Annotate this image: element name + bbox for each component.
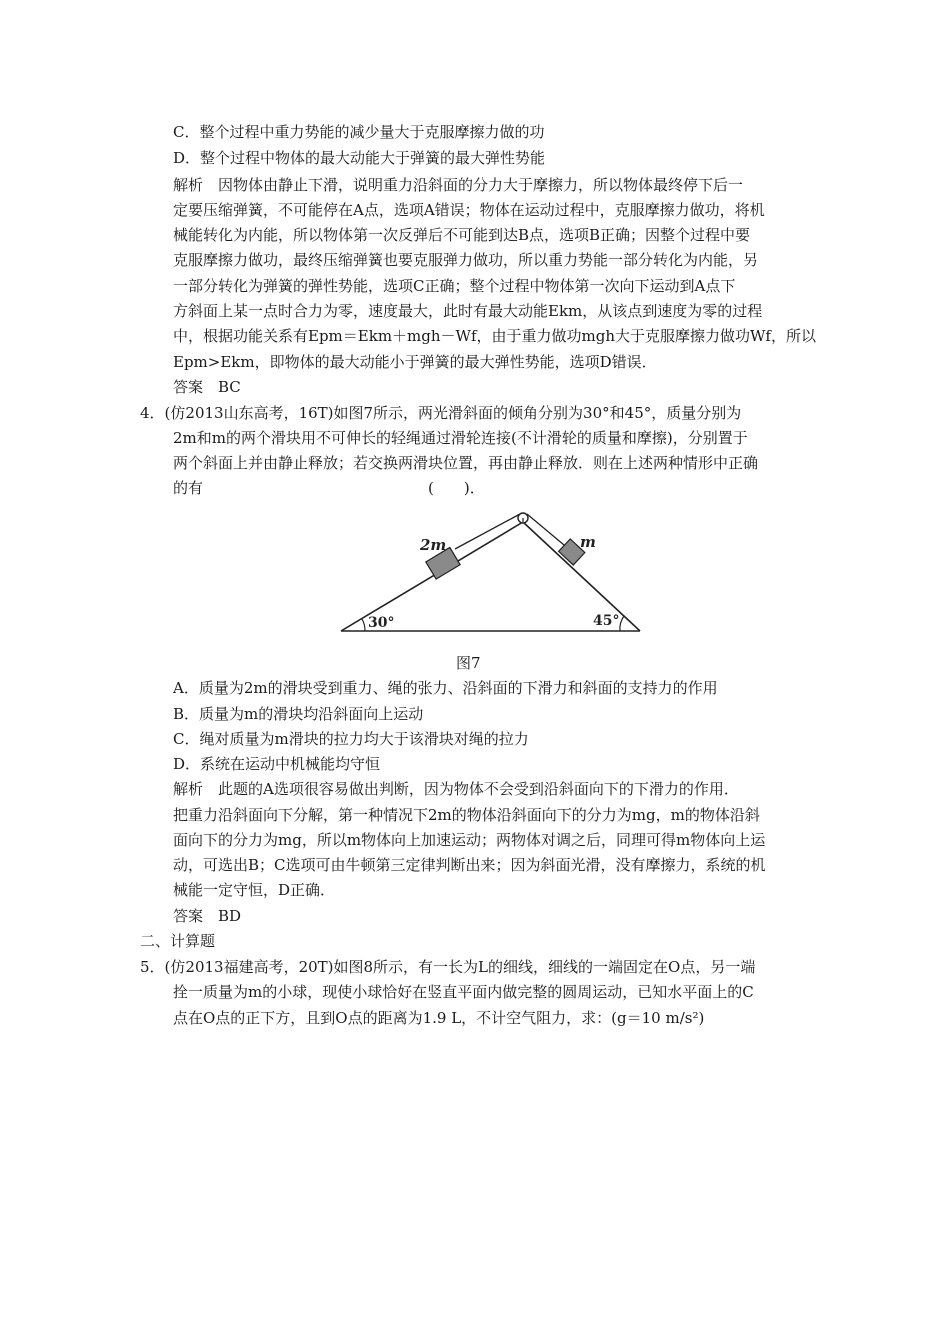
q3-analysis-line: 械能转化为内能，所以物体第一次反弹后不可能到达B点，选项B正确；因整个过程中要 <box>173 226 751 244</box>
q4-stem-line: 2m和m的两个滑块用不可伸长的轻绳通过滑轮连接(不计滑轮的质量和摩擦)，分别置于 <box>173 429 748 447</box>
q3-analysis-line: 方斜面上某一点时合力为零，速度最大，此时有最大动能Ekm，从该点到速度为零的过程 <box>173 302 763 320</box>
q4-analysis-line: 面向下的分力为mg，所以m物体向上加速运动；两物体对调之后，同理可得m物体向上运 <box>173 831 766 849</box>
q4-option-d: D．系统在运动中机械能均守恒 <box>173 755 381 773</box>
q3-answer: 答案 BC <box>173 378 241 396</box>
label-45deg: 45° <box>593 613 620 629</box>
q3-analysis-line: 中，根据功能关系有Epm＝Ekm＋mgh－Wf，由于重力做功mgh大于克服摩擦力做功Wf，所以 <box>173 327 816 345</box>
incline-figure <box>335 508 645 638</box>
q3-analysis-line: 解析 因物体由静止下滑，说明重力沿斜面的分力大于摩擦力，所以物体最终停下后一 <box>173 176 744 194</box>
q3-analysis-line: 定要压缩弹簧，不可能停在A点，选项A错误；物体在运动过程中，克服摩擦力做功，将机 <box>173 201 765 219</box>
figure-caption: 图7 <box>456 654 481 672</box>
q4-stem-line: 的有 ( )． <box>173 479 485 497</box>
section-heading: 二、计算题 <box>140 932 216 950</box>
q5-stem-line: 5．(仿2013福建高考，20T)如图8所示，有一长为L的细线，细线的一端固定在O点，另一端 <box>140 958 756 976</box>
label-2m: 2m <box>420 536 447 554</box>
q4-stem-line: 4．(仿2013山东高考，16T)如图7所示，两光滑斜面的倾角分别为30°和45°，质量分别为 <box>140 404 742 422</box>
label-m: m <box>580 533 596 551</box>
q4-option-c: C．绳对质量为m滑块的拉力均大于该滑块对绳的拉力 <box>173 730 529 748</box>
q3-analysis-line: 一部分转化为弹簧的弹性势能，选项C正确；整个过程中物体第一次向下运动到A点下 <box>173 277 736 295</box>
angle-arc-30 <box>362 619 365 631</box>
q4-option-a: A．质量为2m的滑块受到重力、绳的张力、沿斜面的下滑力和斜面的支持力的作用 <box>173 679 718 697</box>
q3-analysis-line: 克服摩擦力做功，最终压缩弹簧也要克服弹力做功，所以重力势能一部分转化为内能，另 <box>173 251 759 269</box>
q5-stem-line: 拴一质量为m的小球，现使小球恰好在竖直平面内做完整的圆周运动，已知水平面上的C <box>173 983 754 1001</box>
label-30deg: 30° <box>368 615 395 631</box>
q3-option-c: C．整个过程中重力势能的减少量大于克服摩擦力做的功 <box>173 123 545 141</box>
q4-analysis-line: 解析 此题的A选项很容易做出判断，因为物体不会受到沿斜面向下的下滑力的作用． <box>173 780 739 798</box>
q4-stem-line: 两个斜面上并由静止释放；若交换两滑块位置，再由静止释放．则在上述两种情形中正确 <box>173 454 759 472</box>
q4-analysis-line: 把重力沿斜面向下分解，第一种情况下2m的物体沿斜面向下的分力为mg，m的物体沿斜 <box>173 806 760 824</box>
q4-analysis-line: 动，可选出B；C选项可由牛顿第三定律判断出来；因为斜面光滑，没有摩擦力，系统的机 <box>173 856 766 874</box>
angle-arc-45 <box>620 616 624 631</box>
q4-answer: 答案 BD <box>173 907 242 925</box>
q5-stem-line: 点在O点的正下方，且到O点的距离为1.9 L，不计空气阻力，求：(g＝10 m/s²) <box>173 1009 705 1027</box>
q3-option-d: D．整个过程中物体的最大动能大于弹簧的最大弹性势能 <box>173 149 546 167</box>
q4-option-b: B．质量为m的滑块均沿斜面向上运动 <box>173 705 424 723</box>
q4-analysis-line: 械能一定守恒，D正确． <box>173 881 336 899</box>
q3-analysis-line: Epm>Ekm，即物体的最大动能小于弹簧的最大弹性势能，选项D错误． <box>173 353 657 371</box>
